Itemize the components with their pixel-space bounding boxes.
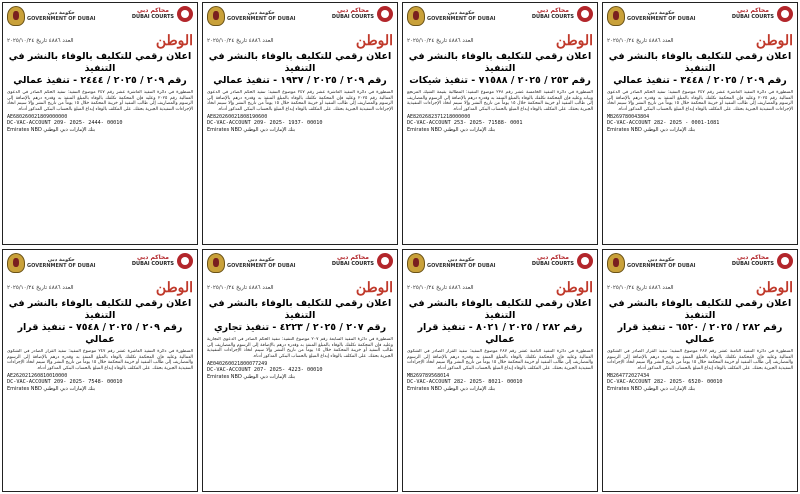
gov-arabic: حكومة دبي [47, 257, 75, 263]
dubai-emblem-icon [207, 6, 225, 26]
dubai-courts-logo [332, 6, 393, 22]
dubai-emblem-icon [7, 6, 25, 26]
case-number: رقم ٢٠٩ / ٢٠٢٥ / ١٩٣٧ - تنفيذ عمالي [213, 75, 387, 86]
notice-header [407, 6, 593, 32]
dubai-courts-icon [377, 6, 393, 22]
court-notice [2, 249, 198, 492]
case-number: رقم ٢٠٩ / ٢٠٢٥ / ٧٥٤٨ - تنفيذ قرار عمالي [17, 322, 183, 345]
gov-english: GOVERNMENT OF DUBAI [27, 263, 96, 269]
paper-name: الوطن [155, 33, 193, 49]
notice-title: اعلان رقمي للتكليف بالوفاء بالنشر في التنفيذ [8, 298, 192, 321]
dc-english: DUBAI COURTS [531, 14, 574, 20]
notice-body [7, 349, 193, 488]
dubai-emblem-icon [407, 6, 425, 26]
reference-code: AE8202682371218000000 [407, 114, 471, 121]
dubai-emblem-icon [7, 253, 25, 273]
court-notice [2, 2, 198, 245]
dubai-courts-icon [577, 253, 593, 269]
masthead [607, 280, 793, 296]
body-text: المنظورة في دائرة التنفيذ العاشرة عشر رقم ٢٤٧ موضوع التنفيذ: تنفيذ الحكم الصادر في الدعوى العمالية رقم ٢٠٢٥ وعليه فإن المحكمة تكلفك بالوفاء بالمبلغ المنفذ به وقدره درهم بالإضافة إلى الرسوم والمصاريف إلى طالب التنفيذ أو خزينة المحكمة خلال ١٥ يوماً من تاريخ النشر وإلا سيتم اتخاذ الإجراءات التنفيذية الجبرية بحقك. على المكلف بالوفاء إيداع المبلغ بالحساب البنكي المذكور أدناه. [207, 90, 393, 112]
case-number: رقم ٢٠٩ / ٢٠٢٥ / ٢٤٤٤ - تنفيذ عمالي [13, 75, 187, 86]
account-number: DC-VAC-ACCOUNT 282- 2025 - 0001-1081 [607, 120, 720, 127]
account-number: DC-VAC-ACCOUNT 209- 2025- 1937- 00010 [207, 120, 323, 127]
dubai-emblem-icon [207, 253, 225, 273]
dubai-courts-logo [532, 253, 593, 269]
notice-header [607, 253, 793, 279]
paper-name: الوطن [755, 280, 793, 296]
dubai-courts-logo [532, 6, 593, 22]
reference-code: AE040260021800077249 [207, 361, 268, 368]
reference-code: MB269789568014 [407, 373, 450, 380]
bank-name: بنك الإمارات دبي الوطني Emirates NBD [207, 127, 296, 134]
gov-arabic: حكومة دبي [647, 257, 675, 263]
dc-english: DUBAI COURTS [731, 14, 774, 20]
case-number: رقم ٢٠٧ / ٢٠٢٥ / ٤٢٢٣ - تنفيذ تجاري [213, 322, 387, 333]
bank-name: بنك الإمارات دبي الوطني Emirates NBD [207, 374, 296, 381]
dc-arabic: محاكم دبي [536, 7, 569, 14]
body-text: المنظورة في دائرة التنفيذ العاشرة عشر رقم ٢٤٧ موضوع التنفيذ: تنفيذ الحكم الصادر في الدعوى العمالية رقم ٢٠٢٥ وعليه فإن المحكمة تكلفك بالوفاء بالمبلغ المنفذ به وقدره درهم بالإضافة إلى الرسوم والمصاريف إلى طالب التنفيذ أو خزينة المحكمة خلال ١٥ يوماً من تاريخ النشر وإلا سيتم اتخاذ الإجراءات التنفيذية الجبرية بحقك. على المكلف بالوفاء إيداع المبلغ بالحساب البنكي المذكور أدناه. [7, 90, 193, 112]
dc-english: DUBAI COURTS [531, 261, 574, 267]
paper-name: الوطن [155, 280, 193, 296]
gov-english: GOVERNMENT OF DUBAI [627, 16, 696, 22]
court-notice [402, 2, 598, 245]
notice-title: اعلان رقمي للتكليف بالوفاء بالنشر في التنفيذ [208, 51, 392, 74]
dubai-courts-icon [777, 253, 793, 269]
court-notice [202, 2, 398, 245]
gov-arabic: حكومة دبي [247, 10, 275, 16]
dc-arabic: محاكم دبي [136, 254, 169, 261]
dc-english: DUBAI COURTS [131, 14, 174, 20]
notice-body [407, 90, 593, 241]
dc-english: DUBAI COURTS [331, 14, 374, 20]
issue-info: العدد ٤٨٨٦ تاريخ ٢٠٢٥/١٠/٢٤ [7, 38, 74, 44]
masthead [7, 33, 193, 49]
body-text: المنظورة في دائرة التنفيذ العاشرة عشر رقم ٢٤٧ موضوع التنفيذ: تنفيذ القرار الصادر في الشكوى العمالية وعليه فإن المحكمة تكلفك بالوفاء بالمبلغ المنفذ به وقدره درهم بالإضافة إلى الرسوم والمصاريف إلى طالب التنفيذ أو خزينة المحكمة خلال ١٥ يوماً من تاريخ النشر وإلا سيتم اتخاذ الإجراءات التنفيذية الجبرية بحقك. على المكلف بالوفاء إيداع المبلغ بالحساب البنكي المذكور أدناه. [7, 349, 193, 371]
dubai-courts-logo [732, 6, 793, 22]
notice-body [407, 349, 593, 488]
notice-body [207, 337, 393, 488]
dubai-courts-logo [732, 253, 793, 269]
bank-name: بنك الإمارات دبي الوطني Emirates NBD [7, 386, 96, 393]
paper-name: الوطن [355, 280, 393, 296]
dubai-courts-logo [332, 253, 393, 269]
dc-arabic: محاكم دبي [536, 254, 569, 261]
court-notice [402, 249, 598, 492]
government-logo [607, 6, 695, 26]
notice-title: اعلان رقمي للتكليف بالوفاء بالنشر في التنفيذ [8, 51, 192, 74]
dc-arabic: محاكم دبي [736, 7, 769, 14]
dubai-emblem-icon [607, 253, 625, 273]
body-text: المنظورة في دائرة التنفيذ الثامنة عشر رقم ٢٨٧ موضوع التنفيذ: تنفيذ القرار الصادر في الشكوى العمالية وعليه فإن المحكمة تكلفك بالوفاء بالمبلغ المنفذ به وقدره درهم بالإضافة إلى الرسوم والمصاريف إلى طالب التنفيذ أو خزينة المحكمة خلال ١٥ يوماً من تاريخ النشر وإلا سيتم اتخاذ الإجراءات التنفيذية الجبرية بحقك. على المكلف بالوفاء إيداع المبلغ بالحساب البنكي المذكور أدناه. [407, 349, 593, 371]
bank-name: بنك الإمارات دبي الوطني Emirates NBD [407, 386, 496, 393]
government-logo [207, 6, 295, 26]
dc-english: DUBAI COURTS [331, 261, 374, 267]
case-number: رقم ٢٨٢ / ٢٠٢٥ / ٦٥٢٠ - تنفيذ قرار عمالي [617, 322, 783, 345]
gov-english: GOVERNMENT OF DUBAI [227, 263, 296, 269]
court-notice [202, 249, 398, 492]
government-logo [7, 6, 95, 26]
notice-header [7, 6, 193, 32]
dubai-courts-icon [177, 253, 193, 269]
paper-name: الوطن [355, 33, 393, 49]
gov-arabic: حكومة دبي [647, 10, 675, 16]
reference-code: AE680260021809000000 [7, 114, 68, 121]
masthead [7, 280, 193, 296]
issue-info: العدد ٤٨٨٦ تاريخ ٢٠٢٥/١٠/٢٤ [7, 285, 74, 291]
case-number: رقم ٢٠٩ / ٢٠٢٥ / ٣٤٤٨ - تنفيذ عمالي [613, 75, 787, 86]
gov-arabic: حكومة دبي [247, 257, 275, 263]
notice-title: اعلان رقمي للتكليف بالوفاء بالنشر في التنفيذ [208, 298, 392, 321]
dubai-courts-icon [777, 6, 793, 22]
gov-english: GOVERNMENT OF DUBAI [227, 16, 296, 22]
masthead [207, 280, 393, 296]
notice-body [7, 90, 193, 241]
masthead [407, 280, 593, 296]
notice-header [207, 253, 393, 279]
notice-title: اعلان رقمي للتكليف بالوفاء بالنشر في التنفيذ [408, 298, 592, 321]
masthead [607, 33, 793, 49]
dubai-courts-icon [377, 253, 393, 269]
dc-arabic: محاكم دبي [136, 7, 169, 14]
body-text: المنظورة في دائرة التنفيذ السابعة رقم ٢٠٧ موضوع التنفيذ: تنفيذ الحكم الصادر في الدعوى التجارية وعليه فإن المحكمة تكلفك بالوفاء بالمبلغ المنفذ به وقدره درهم بالإضافة إلى الرسوم والمصاريف إلى طالب التنفيذ أو خزينة المحكمة خلال ١٥ يوماً من تاريخ النشر وإلا سيتم اتخاذ الإجراءات التنفيذية الجبرية بحقك. على المكلف بالوفاء إيداع المبلغ بالحساب البنكي المذكور أدناه. [207, 337, 393, 359]
issue-info: العدد ٤٨٨٦ تاريخ ٢٠٢٥/١٠/٢٤ [607, 38, 674, 44]
notice-body [607, 90, 793, 241]
body-text: المنظورة في دائرة التنفيذ العاشرة عشر رقم ٢٤٧ موضوع التنفيذ: تنفيذ الحكم الصادر في الدعوى العمالية رقم ٢٠٢٥ وعليه فإن المحكمة تكلفك بالوفاء بالمبلغ المنفذ به وقدره درهم بالإضافة إلى الرسوم والمصاريف إلى طالب التنفيذ أو خزينة المحكمة خلال ١٥ يوماً من تاريخ النشر وإلا سيتم اتخاذ الإجراءات التنفيذية الجبرية بحقك. على المكلف بالوفاء إيداع المبلغ بالحساب البنكي المذكور أدناه. [607, 90, 793, 112]
notices-grid [2, 2, 798, 492]
issue-info: العدد ٤٨٨٦ تاريخ ٢٠٢٥/١٠/٢٤ [407, 38, 474, 44]
notice-body [607, 349, 793, 488]
paper-name: الوطن [555, 280, 593, 296]
government-logo [407, 6, 495, 26]
account-number: DC-VAC-ACCOUNT 282- 2025- 6520- 00010 [607, 379, 723, 386]
notice-header [7, 253, 193, 279]
masthead [207, 33, 393, 49]
notice-body [207, 90, 393, 241]
notice-header [607, 6, 793, 32]
account-number: DC-VAC-ACCOUNT 207- 2025- 4223- 00010 [207, 367, 323, 374]
account-number: DC-VAC-ACCOUNT 253- 2025- 71588- 0001 [407, 120, 523, 127]
issue-info: العدد ٤٨٨٦ تاريخ ٢٠٢٥/١٠/٢٤ [407, 285, 474, 291]
gov-english: GOVERNMENT OF DUBAI [627, 263, 696, 269]
issue-info: العدد ٤٨٨٦ تاريخ ٢٠٢٥/١٠/٢٤ [207, 285, 274, 291]
gov-arabic: حكومة دبي [447, 257, 475, 263]
bank-name: بنك الإمارات دبي الوطني Emirates NBD [407, 127, 496, 134]
account-number: DC-VAC-ACCOUNT 282- 2025- 8021- 00010 [407, 379, 523, 386]
government-logo [7, 253, 95, 273]
account-number: DC-VAC-ACCOUNT 209- 2025- 7548- 00010 [7, 379, 123, 386]
government-logo [207, 253, 295, 273]
reference-code: AE820260021808190600 [207, 114, 268, 121]
paper-name: الوطن [755, 33, 793, 49]
bank-name: بنك الإمارات دبي الوطني Emirates NBD [607, 386, 696, 393]
notice-title: اعلان رقمي للتكليف بالوفاء بالنشر في التنفيذ [608, 298, 792, 321]
body-text: المنظورة في دائرة التنفيذ الثامنة عشر رقم ٢٨٧ موضوع التنفيذ: تنفيذ القرار الصادر في الشكوى العمالية وعليه فإن المحكمة تكلفك بالوفاء بالمبلغ المنفذ به وقدره درهم بالإضافة إلى الرسوم والمصاريف إلى طالب التنفيذ أو خزينة المحكمة خلال ١٥ يوماً من تاريخ النشر وإلا سيتم اتخاذ الإجراءات التنفيذية الجبرية بحقك. على المكلف بالوفاء إيداع المبلغ بالحساب البنكي المذكور أدناه. [607, 349, 793, 371]
gov-english: GOVERNMENT OF DUBAI [27, 16, 96, 22]
issue-info: العدد ٤٨٨٦ تاريخ ٢٠٢٥/١٠/٢٤ [207, 38, 274, 44]
issue-info: العدد ٤٨٨٦ تاريخ ٢٠٢٥/١٠/٢٤ [607, 285, 674, 291]
dubai-courts-logo [132, 253, 193, 269]
court-notice [602, 249, 798, 492]
notice-header [407, 253, 593, 279]
paper-name: الوطن [555, 33, 593, 49]
dubai-emblem-icon [607, 6, 625, 26]
notice-header [207, 6, 393, 32]
dubai-courts-icon [177, 6, 193, 22]
court-notice [602, 2, 798, 245]
gov-english: GOVERNMENT OF DUBAI [427, 263, 496, 269]
reference-code: MB264772027434 [607, 373, 650, 380]
gov-arabic: حكومة دبي [47, 10, 75, 16]
notice-title: اعلان رقمي للتكليف بالوفاء بالنشر في التنفيذ [608, 51, 792, 74]
dc-english: DUBAI COURTS [131, 261, 174, 267]
dc-arabic: محاكم دبي [336, 254, 369, 261]
gov-arabic: حكومة دبي [447, 10, 475, 16]
dc-arabic: محاكم دبي [736, 254, 769, 261]
body-text: المنظورة في دائرة التنفيذ الخامسة عشر رقم ٢٣٨ موضوع التنفيذ: المطالبة بقيمة الشيك المرتجع وبيانه وعليه فإن المحكمة تكلفك بالوفاء بالمبلغ المنفذ به وقدره درهم بالإضافة إلى الرسوم والمصاريف إلى طالب التنفيذ أو خزينة المحكمة خلال ١٥ يوماً من تاريخ النشر وإلا سيتم اتخاذ الإجراءات التنفيذية الجبرية بحقك. على المكلف بالوفاء إيداع المبلغ بالحساب البنكي المذكور أدناه. [407, 90, 593, 112]
reference-code: MB269780043804 [607, 114, 650, 121]
dubai-courts-icon [577, 6, 593, 22]
gov-english: GOVERNMENT OF DUBAI [427, 16, 496, 22]
notice-title: اعلان رقمي للتكليف بالوفاء بالنشر في التنفيذ [408, 51, 592, 74]
case-number: رقم ٢٥٣ / ٢٠٢٥ / ٧١٥٨٨ - تنفيذ شيكات [409, 75, 591, 86]
bank-name: بنك الإمارات دبي الوطني Emirates NBD [7, 127, 96, 134]
government-logo [407, 253, 495, 273]
case-number: رقم ٢٨٢ / ٢٠٢٥ / ٨٠٢١ - تنفيذ قرار عمالي [417, 322, 583, 345]
dc-english: DUBAI COURTS [731, 261, 774, 267]
reference-code: AE262021260810010000 [7, 373, 68, 380]
dc-arabic: محاكم دبي [336, 7, 369, 14]
masthead [407, 33, 593, 49]
dubai-emblem-icon [407, 253, 425, 273]
bank-name: بنك الإمارات دبي الوطني Emirates NBD [607, 127, 696, 134]
government-logo [607, 253, 695, 273]
account-number: DC-VAC-ACCOUNT 209- 2025- 2444- 00010 [7, 120, 123, 127]
dubai-courts-logo [132, 6, 193, 22]
